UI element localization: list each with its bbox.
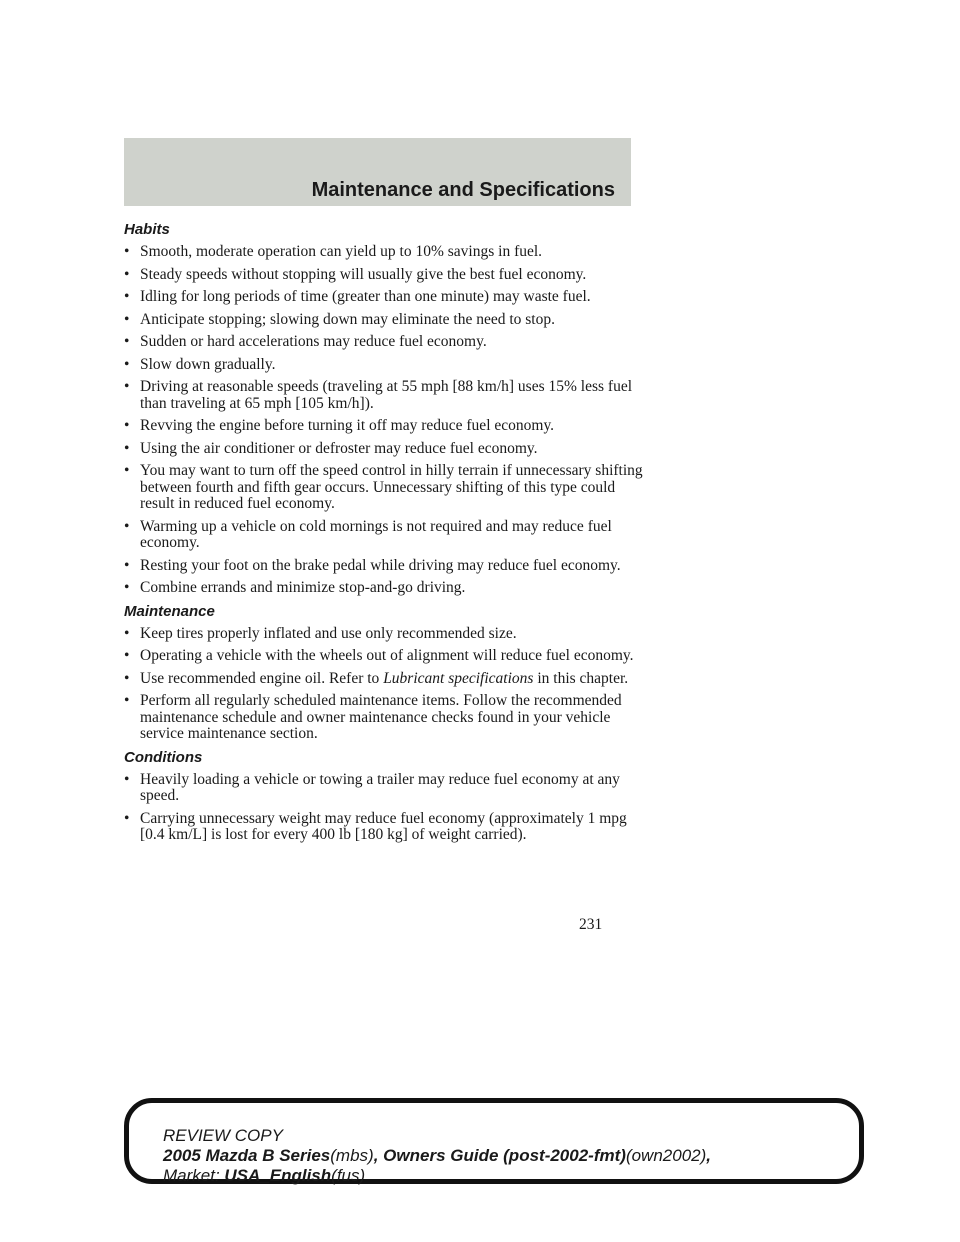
document-identifier: 2005 Mazda B Series(mbs), Owners Guide (post-2002-fmt)(own2002), [163,1146,711,1165]
bullet-icon: • [124,288,130,305]
list-item: • Perform all regularly scheduled maintenance items. Follow the recommended maintenance schedule and owner maintenance checks found in your vehicle service maintenance section. [124,692,622,742]
list-item: • Use recommended engine oil. Refer to Lubricant specifications in this chapter. [124,669,629,687]
list-item: • Operating a vehicle with the wheels out of alignment will reduce fuel economy. [124,647,634,664]
bullet-icon: • [124,378,130,395]
list-item: • Resting your foot on the brake pedal while driving may reduce fuel economy. [124,556,621,574]
bullet-icon: • [124,243,130,260]
list-item: • Using the air conditioner or defroster may reduce fuel economy. [124,439,538,457]
bullet-icon: • [124,310,130,328]
bullet-icon: • [124,462,130,479]
list-item: • Smooth, moderate operation can yield up to 10% savings in fuel. [124,243,543,260]
bullet-icon: • [124,692,130,709]
bullet-icon: • [124,579,130,596]
bullet-icon: • [124,624,130,642]
bullet-icon: • [124,809,130,827]
list-item: • Sudden or hard accelerations may reduce fuel economy. [124,333,487,350]
bullet-icon: • [124,517,130,535]
conditions-heading: Conditions [124,748,203,766]
list-item: • Heavily loading a vehicle or towing a trailer may reduce fuel economy at any speed. [124,770,620,804]
page-number: 231 [579,916,603,933]
list-item: • Driving at reasonable speeds (traveling at 55 mph [88 km/h] uses 15% less fuel than traveling at 65 mph [105 km/h]). [124,378,633,412]
list-item: • Slow down gradually. [124,355,276,373]
review-copy-label: REVIEW COPY [163,1126,283,1145]
section-title: Maintenance and Specifications [311,179,615,201]
review-copy-text [163,1126,711,1186]
bullet-icon: • [124,556,130,574]
list-item: • Keep tires properly inflated and use only recommended size. [124,624,517,642]
list-item: • You may want to turn off the speed control in hilly terrain if unnecessary shifting between fourth and fifth gear occurs. Unnecessary shifting of this type could result in reduced fuel economy. [124,462,643,512]
list-item: • Anticipate stopping; slowing down may eliminate the need to stop. [124,310,555,328]
list-item: • Carrying unnecessary weight may reduce fuel economy (approximately 1 mpg [0.4 km/L] is lost for every 400 lb [180 kg] of weight carried). [124,809,627,843]
list-item: • Idling for long periods of time (greater than one minute) may waste fuel. [124,288,591,305]
market-identifier: Market: USA_English(fus) [163,1166,366,1185]
bullet-icon: • [124,647,130,664]
bullet-icon: • [124,333,130,350]
habits-list [124,244,644,597]
list-item: • Warming up a vehicle on cold mornings is not required and may reduce fuel economy. [124,517,612,551]
bullet-icon: • [124,770,130,788]
bullet-icon: • [124,669,130,687]
header-band [124,138,631,206]
bullet-icon: • [124,265,130,283]
bullet-icon: • [124,355,130,373]
list-item: • Revving the engine before turning it off may reduce fuel economy. [124,417,555,434]
list-item: • Combine errands and minimize stop-and-go driving. [124,579,466,596]
bullet-icon: • [124,439,130,457]
maintenance-heading: Maintenance [124,602,215,620]
bullet-icon: • [124,417,130,434]
conditions-list [124,772,644,844]
maintenance-list [124,626,644,743]
list-item: • Steady speeds without stopping will usually give the best fuel economy. [124,265,587,283]
habits-heading: Habits [124,221,170,238]
lubricant-specifications-reference: Lubricant specifications [383,669,534,687]
content [124,221,644,850]
